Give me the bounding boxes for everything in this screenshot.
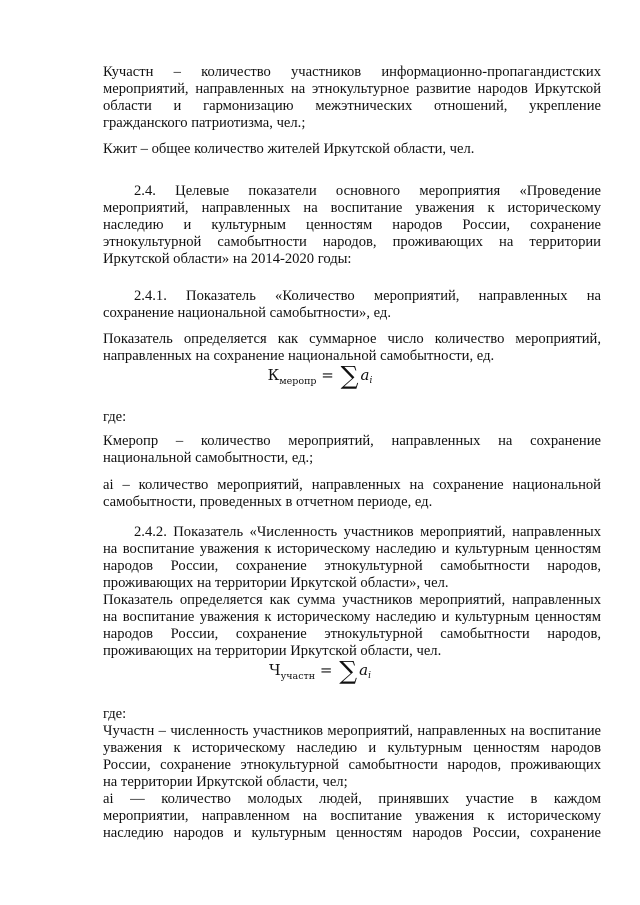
where-label: где: [103,409,127,425]
section-2-4-1-heading: 2.4.1. Показатель «Количество мероприятий, направленных на [134,288,601,304]
text-line: самобытности, проведенных в отчетном периоде, ед. [103,494,433,510]
text-line: мероприятий, направленных на воспитание уважения к историческому [103,200,601,216]
line-kmeropr-def: Кмеропр – количество мероприятий, направленных на сохранение [103,433,601,449]
text-line: уважения к историческому наследию и культурным ценностям народов [103,740,601,756]
text-line: национальной самобытности, ед.; [103,450,314,466]
text-line: сохранение национальной самобытности», ед. [103,305,391,321]
line-ai2-def: ai — количество молодых людей, принявших участие в каждом [103,791,601,807]
text-line: мероприятии, направленном на воспитание уважения к историческому [103,808,601,824]
sum-symbol: ∑ [339,656,358,685]
text-line: области и гармонизацию межэтнических отношений, укрепление [103,98,601,114]
text-line: наследию и культурным ценностям народов России, сохранение [103,217,601,233]
line-chuchastn-def: Чучастн – численность участников мероприятий, направленных на воспитание [103,723,601,739]
text-line: на воспитание уважения к историческому наследию и культурным ценностям [103,609,601,625]
text-line: на воспитание уважения к историческому наследию и культурным ценностям [103,541,601,557]
text-line: этнокультурной самобытности народов, проживающих на территории [103,234,601,250]
line-kuchastn-def: Кучастн – количество участников информационно-пропагандистских [103,64,601,80]
section-2-4-2-heading: 2.4.2. Показатель «Численность участников мероприятий, направленных [134,524,601,540]
where-label: где: [103,706,127,722]
text-line: проживающих на территории Иркутской области, чел. [103,643,442,659]
section-2-4-heading: 2.4. Целевые показатели основного мероприятия «Проведение [134,183,601,199]
formula-kmeropr: $К_{меропр}$ = ∑ $a_i$ [267,361,373,390]
text-line: гражданского патриотизма, чел.; [103,115,306,131]
text-line: Иркутской области» на 2014-2020 годы: [103,251,352,267]
text-line: народов России, сохранение этнокультурной самобытности народов, [103,626,601,642]
text-line: мероприятий, направленных на этнокультурное развитие народов Иркутской [103,81,601,97]
text-line: России, сохранение этнокультурной самобытности народов, проживающих [103,757,601,773]
text-line: Показатель определяется как суммарное число количество мероприятий, [103,331,601,347]
text-line: Показатель определяется как сумма участников мероприятий, направленных [103,592,601,608]
line-ai-def: ai – количество мероприятий, направленных на сохранение национальной [103,477,601,493]
formula-chuchastn: $Ч_{участн}$ = ∑ $a_i$ [269,656,371,685]
text-line: наследию народов и культурным ценностям народов России, сохранение [103,825,601,841]
text-line: на территории Иркутской области, чел; [103,774,348,790]
text-line: направленных на сохранение национальной самобытности, ед. [103,348,495,364]
text-line: народов России, сохранение этнокультурной самобытности народов, [103,558,601,574]
sum-symbol: ∑ [340,361,359,390]
text-line: проживающих на территории Иркутской области», чел. [103,575,449,591]
line-kzhit-def: Кжит – общее количество жителей Иркутской области, чел. [103,141,475,157]
